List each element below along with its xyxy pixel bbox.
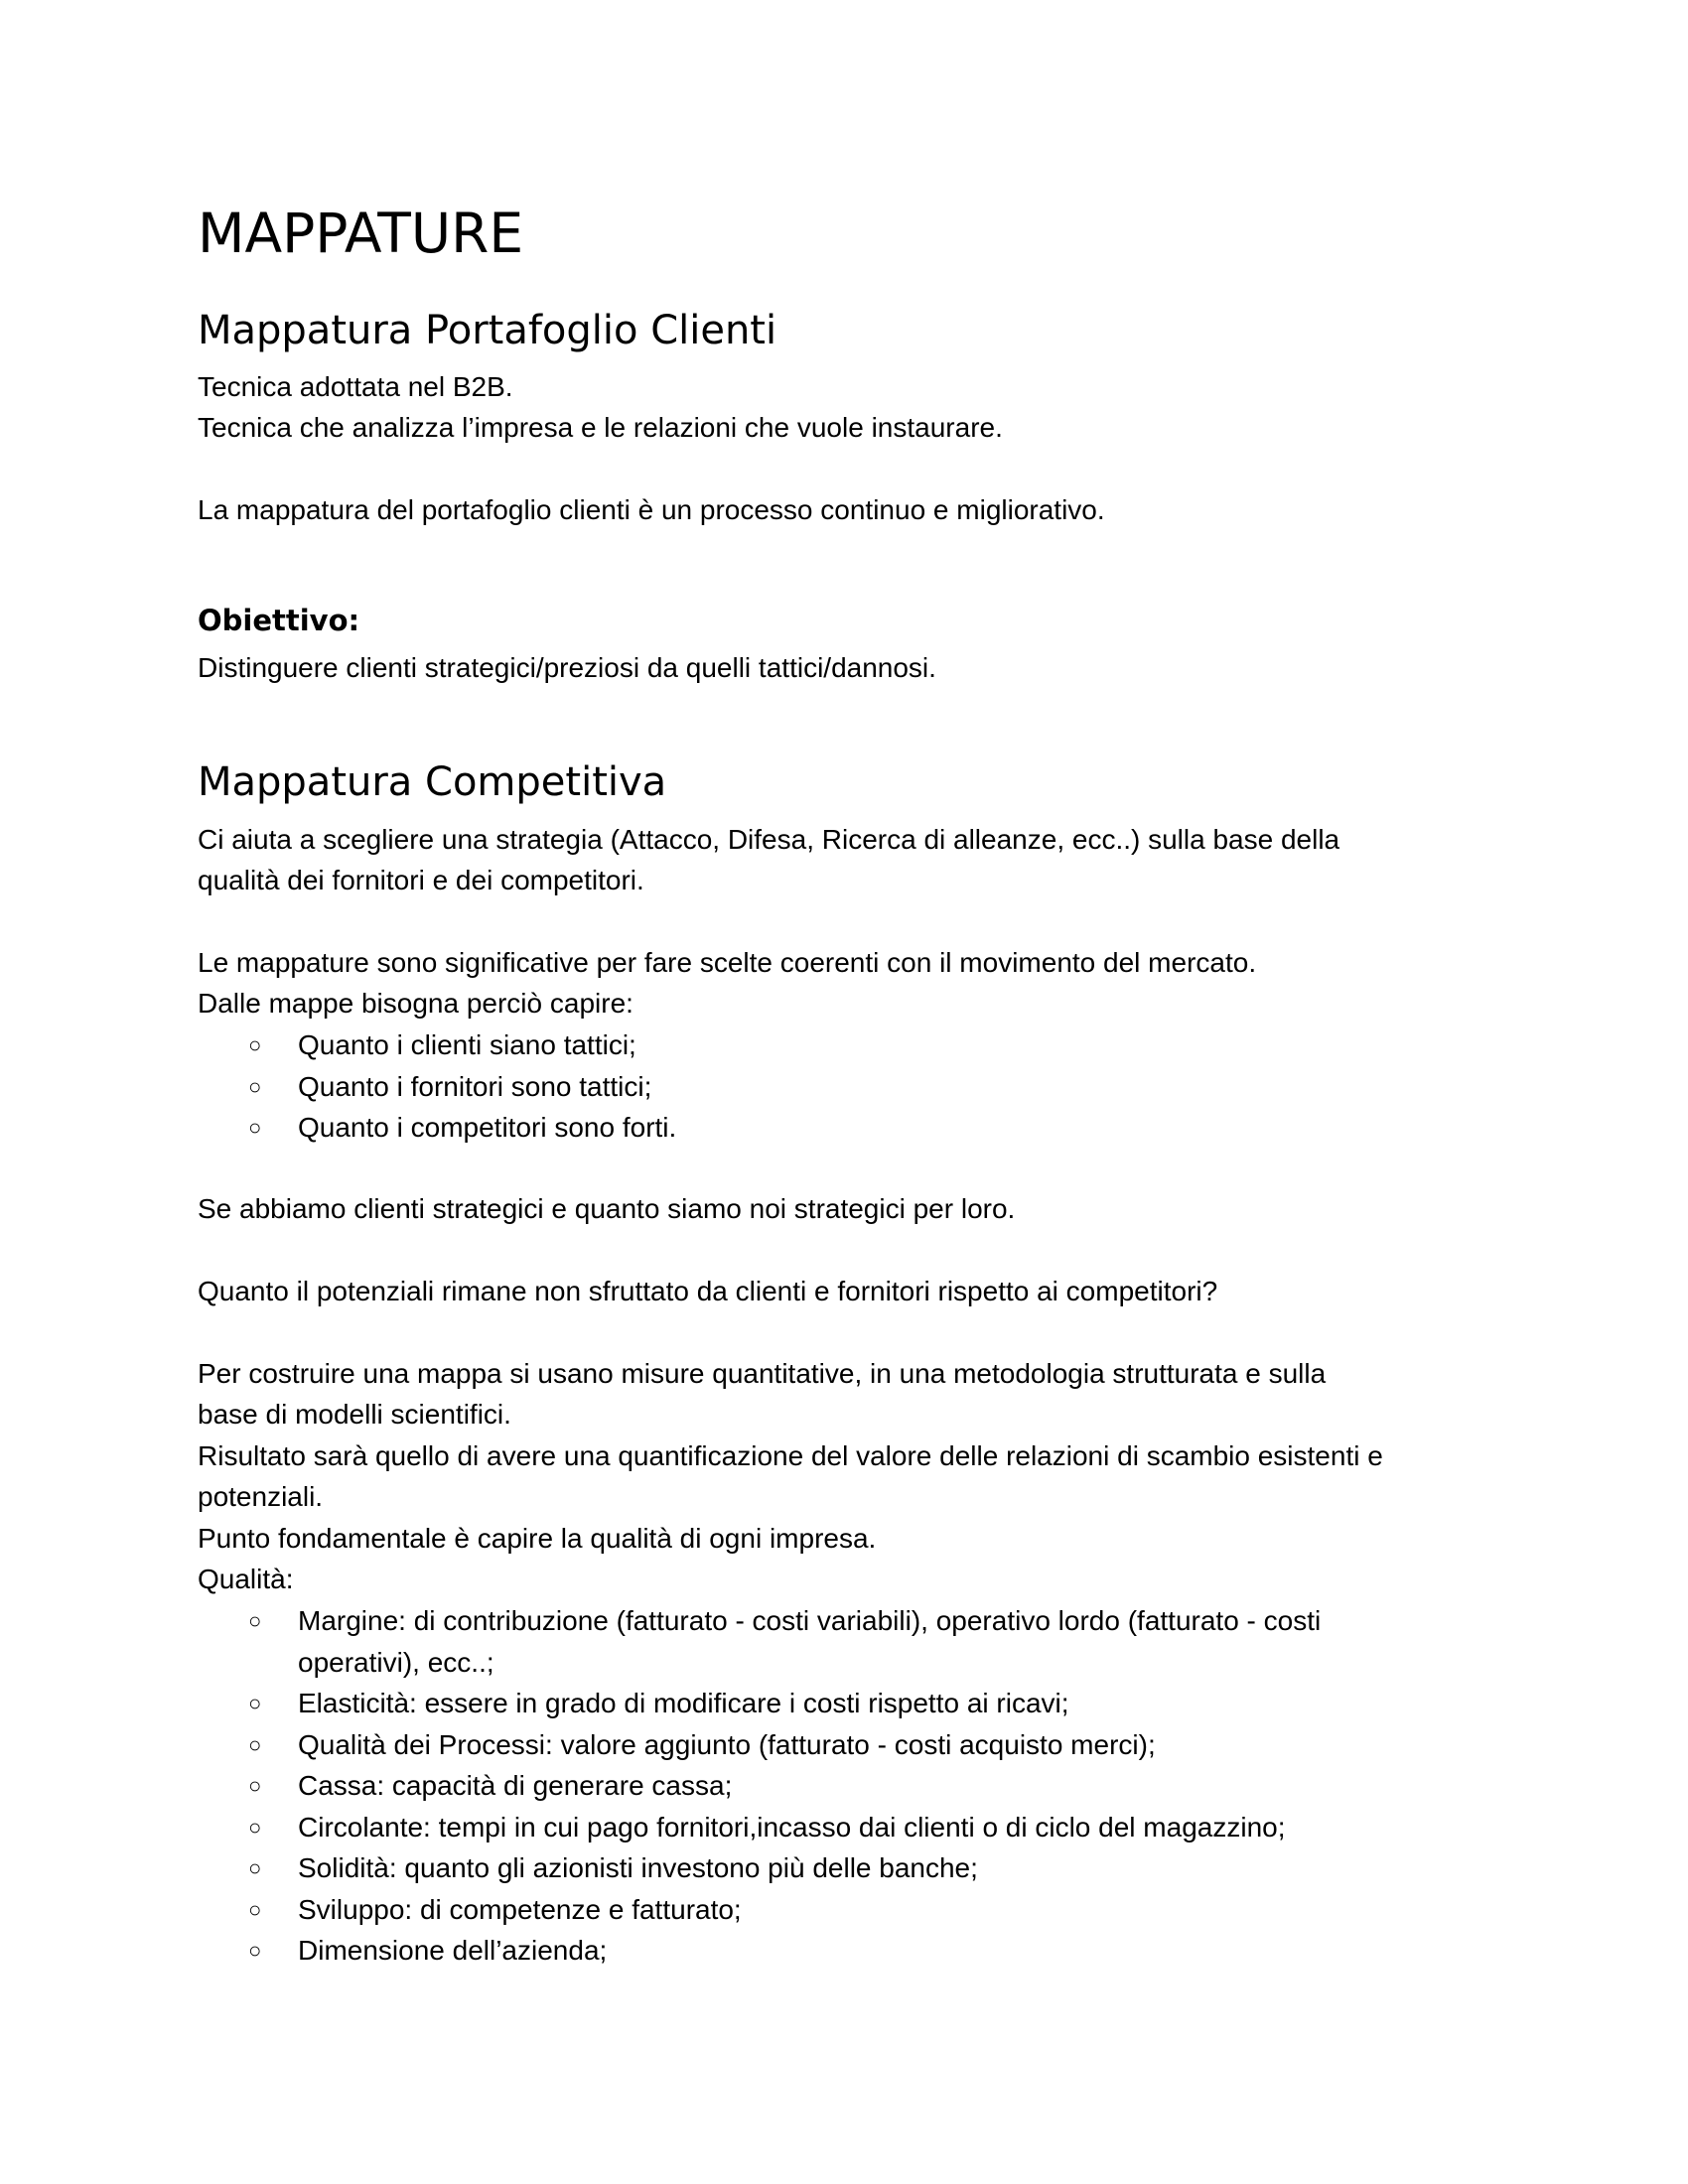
bullet-icon: ○ — [248, 1731, 262, 1757]
bullet-icon: ○ — [248, 1608, 262, 1633]
bullet-icon: ○ — [248, 1855, 262, 1880]
section-heading-competitiva: Mappatura Competitiva — [198, 759, 667, 805]
list-item-text: Quanto i fornitori sono tattici; — [298, 1070, 652, 1102]
list-item — [198, 1889, 1528, 1931]
bullet-icon: ○ — [248, 1773, 262, 1798]
list-item-text: Sviluppo: di competenze e fatturato; — [298, 1893, 742, 1925]
paragraph-line: base di modelli scientifici. — [198, 1399, 511, 1430]
list-item-text: Margine: di contribuzione (fatturato - costi variabili), operativo lordo (fatturato - costi — [298, 1605, 1322, 1636]
paragraph-line: Quanto il potenziali rimane non sfruttato da clienti e fornitori rispetto ai competitori? — [198, 1276, 1218, 1306]
paragraph-line: Per costruire una mappa si usano misure quantitative, in una metodologia strutturata e sulla — [198, 1358, 1327, 1389]
list-item-text: Quanto i clienti siano tattici; — [298, 1029, 636, 1060]
list-item-text: Quanto i competitori sono forti. — [298, 1112, 677, 1143]
list-item — [198, 1600, 1528, 1683]
page-title: MAPPATURE — [198, 202, 524, 265]
bullet-icon: ○ — [248, 1938, 262, 1963]
paragraph-line: Le mappature sono significative per fare scelte coerenti con il movimento del mercato. — [198, 947, 1257, 978]
paragraph-line: Ci aiuta a scegliere una strategia (Attacco, Difesa, Ricerca di alleanze, ecc..) sulla base della — [198, 824, 1340, 855]
paragraph-line: Punto fondamentale è capire la qualità di ogni impresa. — [198, 1523, 877, 1554]
list-item — [198, 1847, 1528, 1889]
list-item-text: Qualità dei Processi: valore aggiunto (fatturato - costi acquisto merci); — [298, 1728, 1156, 1760]
list-item — [198, 1765, 1528, 1807]
paragraph-line: Dalle mappe bisogna perciò capire: — [198, 988, 633, 1019]
list-item — [198, 1724, 1528, 1766]
section-heading-portafoglio: Mappatura Portafoglio Clienti — [198, 308, 777, 353]
bullet-icon: ○ — [248, 1814, 262, 1840]
list-item — [198, 1066, 1528, 1108]
paragraph-line: La mappatura del portafoglio clienti è un processo continuo e migliorativo. — [198, 494, 1105, 525]
list-item-text: Solidità: quanto gli azionisti investono più delle banche; — [298, 1852, 978, 1883]
list-item-text: Cassa: capacità di generare cassa; — [298, 1770, 733, 1801]
paragraph-line: Tecnica adottata nel B2B. — [198, 371, 513, 402]
list-item-text: Dimensione dell’azienda; — [298, 1935, 608, 1966]
paragraph-line: Qualità: — [198, 1564, 294, 1594]
list-item-text: Elasticità: essere in grado di modificare i costi rispetto ai ricavi; — [298, 1688, 1069, 1718]
list-item — [198, 1930, 1528, 1972]
objective-text: Distinguere clienti strategici/preziosi da quelli tattici/dannosi. — [198, 652, 936, 683]
bullet-icon: ○ — [248, 1691, 262, 1715]
quality-list — [198, 1600, 1528, 1972]
bullet-icon: ○ — [248, 1032, 262, 1057]
paragraph-line: Se abbiamo clienti strategici e quanto siamo noi strategici per loro. — [198, 1193, 1016, 1224]
list-item — [198, 1807, 1528, 1848]
list-item-text-continued: operativi), ecc..; — [298, 1646, 494, 1678]
bullet-icon: ○ — [248, 1896, 262, 1922]
list-item-text: Circolante: tempi in cui pago fornitori,incasso dai clienti o di ciclo del magazzino; — [298, 1811, 1286, 1843]
objective-label: Obiettivo: — [198, 604, 360, 637]
paragraph-line: potenziali. — [198, 1481, 324, 1512]
paragraph-line: Risultato sarà quello di avere una quantificazione del valore delle relazioni di scambio esistenti e — [198, 1440, 1383, 1471]
list-item — [198, 1107, 1528, 1149]
criteria-list — [198, 1024, 1528, 1149]
list-item — [198, 1683, 1528, 1724]
paragraph-line: Tecnica che analizza l’impresa e le relazioni che vuole instaurare. — [198, 412, 1003, 443]
list-item — [198, 1024, 1528, 1066]
bullet-icon: ○ — [248, 1115, 262, 1140]
bullet-icon: ○ — [248, 1073, 262, 1099]
paragraph-line: qualità dei fornitori e dei competitori. — [198, 865, 644, 895]
